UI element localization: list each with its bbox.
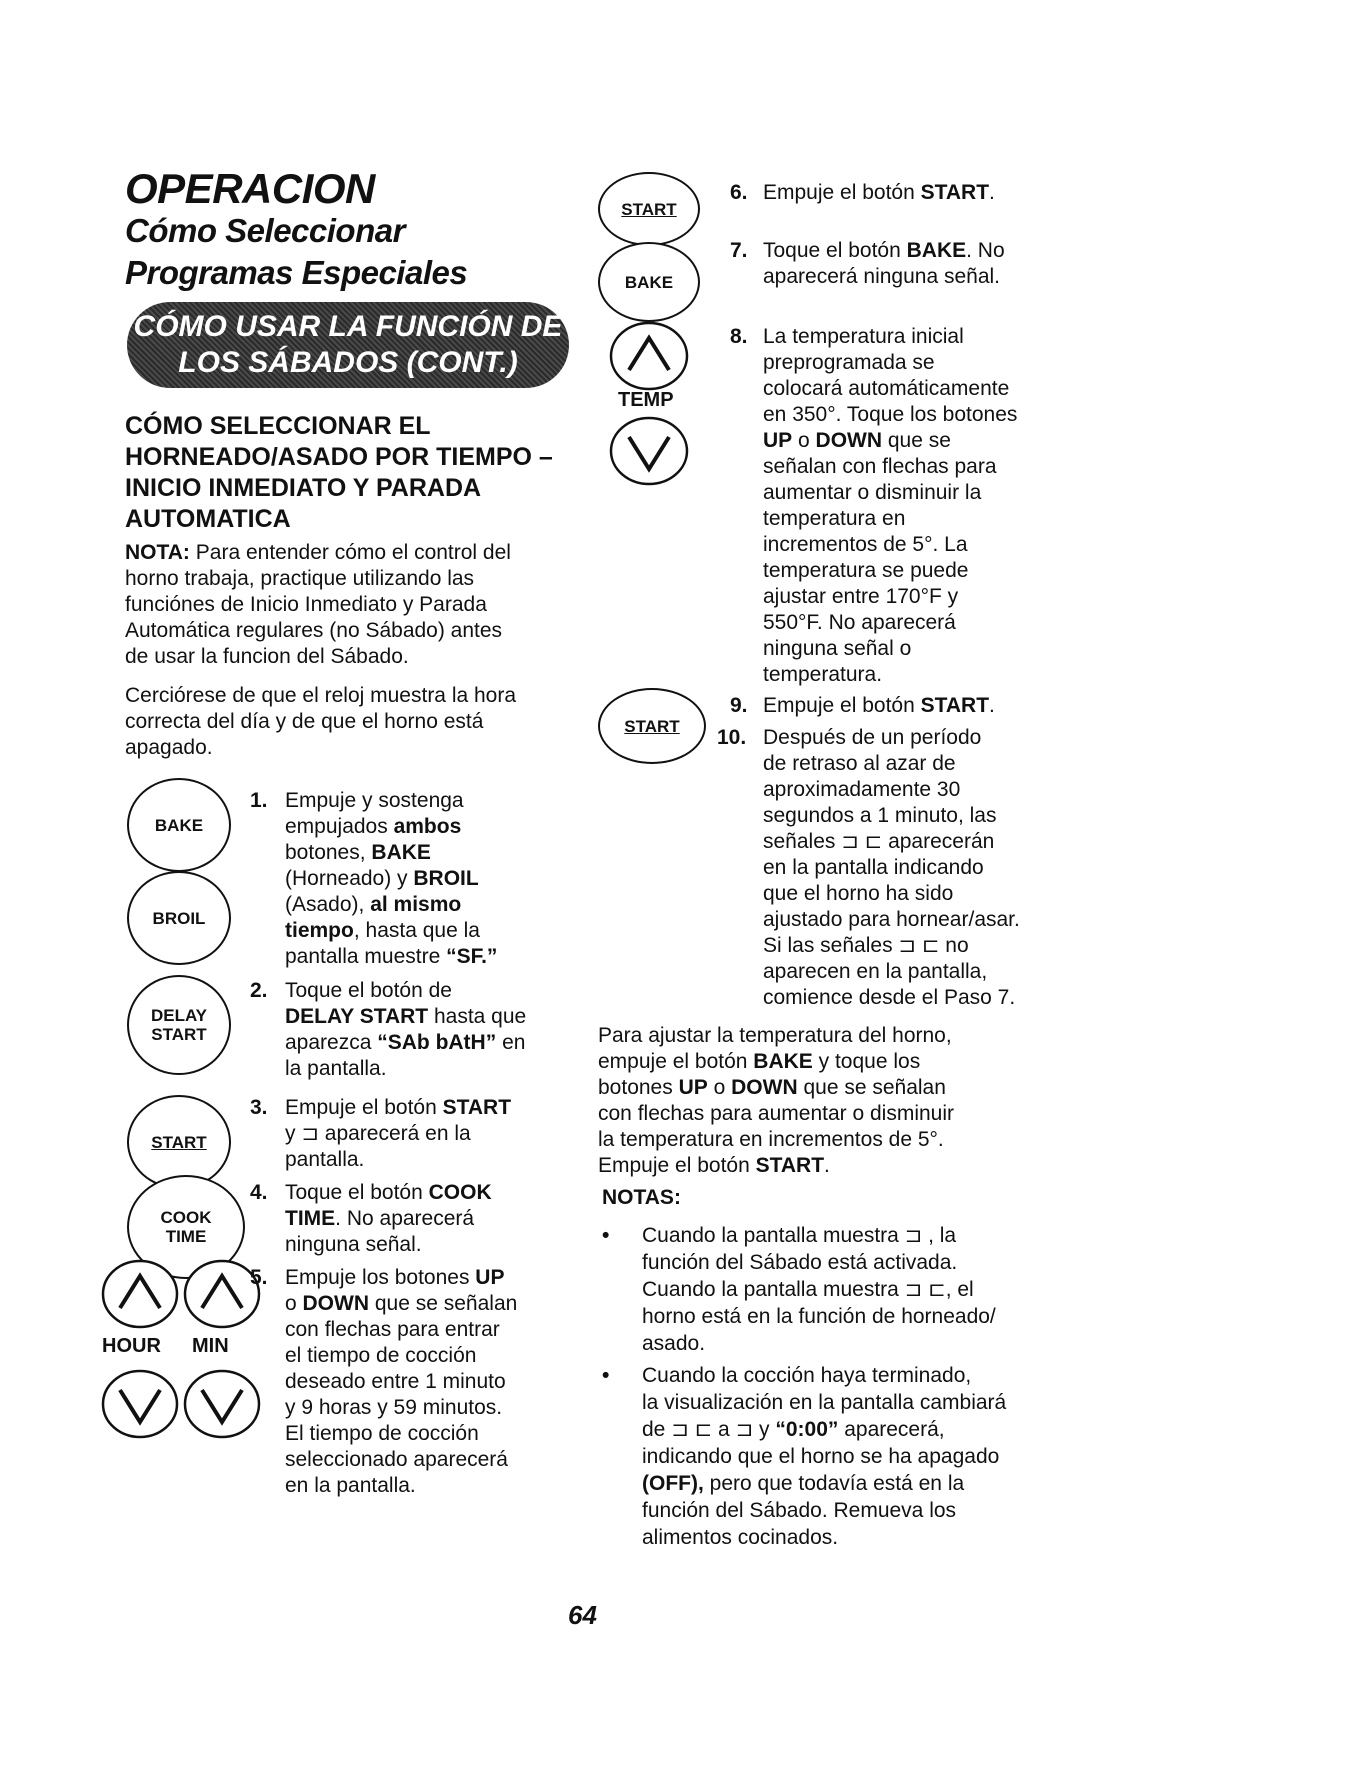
notas-label: NOTAS: (602, 1186, 681, 1209)
delay-start-button[interactable] (127, 975, 231, 1075)
text-line: Si las señales ⊐ ⊏ no (763, 934, 969, 957)
text-line: de retraso al azar de (763, 752, 956, 775)
adjust-paragraph (598, 1023, 1058, 1179)
delay-start-label-2: START (151, 1025, 207, 1044)
start-button[interactable] (598, 172, 700, 246)
text-line: o DOWN que se señalan (285, 1292, 518, 1315)
text-line: Cuando la pantalla muestra ⊐ , la (642, 1224, 957, 1247)
step-7 (715, 238, 1055, 298)
step-2 (250, 978, 580, 1088)
text-line: la pantalla. (285, 1057, 387, 1080)
step-6 (715, 180, 1055, 210)
section-title-line: CÓMO SELECCIONAR EL (125, 412, 431, 440)
start-button-label: START (624, 716, 680, 736)
text-line: la temperatura en incrementos de 5°. (598, 1128, 944, 1151)
text-line: UP o DOWN que se (763, 429, 951, 452)
cook-time-label-2: TIME (165, 1227, 207, 1246)
text-line: temperatura se puede (763, 559, 969, 582)
text-line: aparezca “SAb bAtH” en (285, 1031, 526, 1054)
step-text (285, 788, 580, 970)
start-button-label: START (151, 1132, 207, 1152)
min-label: MIN (192, 1335, 229, 1357)
step-8 (715, 324, 1055, 694)
check-line: correcta del día y de que el horno está (125, 710, 484, 733)
step-text (763, 725, 1063, 1011)
text-line: El tiempo de cocción (285, 1422, 479, 1445)
step-number: 4. (250, 1181, 268, 1204)
text-line: DELAY START hasta que (285, 1005, 527, 1028)
text-line: Para ajustar la temperatura del horno, (598, 1024, 952, 1047)
text-line: señalan con flechas para (763, 455, 997, 478)
text-line: preprogramada se (763, 351, 935, 374)
note-bullet-1 (602, 1222, 1062, 1362)
banner-line-2: LOS SÁBADOS (CONT.) (178, 346, 518, 379)
text-line: función del Sábado. Remueva los (642, 1499, 957, 1522)
text-line: tiempo, hasta que la (285, 919, 480, 942)
step-text (285, 1180, 580, 1258)
text-line: Después de un período (763, 726, 982, 749)
page-title: OPERACION (125, 165, 375, 212)
step-number: 10. (717, 726, 747, 749)
text-line: botones, BAKE (285, 841, 431, 864)
broil-button-label: BROIL (152, 908, 206, 928)
text-line: función del Sábado está activada. (642, 1251, 958, 1274)
bake-button-label: BAKE (624, 272, 674, 292)
section-banner (127, 302, 569, 388)
banner-line-1: CÓMO USAR LA FUNCIÓN DE (133, 310, 563, 343)
step-text (763, 693, 1063, 719)
text-line: aumentar o disminuir la (763, 481, 982, 504)
step-10 (715, 725, 1055, 1015)
text-line: 550°F. No aparecerá (763, 611, 956, 634)
text-line: Toque el botón BAKE. No (763, 239, 1005, 262)
text-line: ninguna señal. (285, 1233, 422, 1256)
bullet-text (642, 1222, 1062, 1357)
step-number: 6. (730, 181, 748, 204)
hour-down-button[interactable] (100, 1368, 180, 1440)
step-text (285, 978, 585, 1082)
step-text (763, 324, 1063, 688)
step-1 (250, 788, 580, 978)
nota-line: Automática regulares (no Sábado) antes (125, 619, 503, 642)
text-line: temperatura en (763, 507, 906, 530)
text-line: La temperatura inicial (763, 325, 964, 348)
bake-button[interactable] (127, 778, 231, 872)
text-line: empujados ambos (285, 815, 462, 838)
nota-line: horno trabaja, practique utilizando las (125, 567, 475, 590)
step-9 (715, 693, 1055, 723)
text-line: pantalla. (285, 1148, 365, 1171)
text-line: TIME. No aparecerá (285, 1207, 475, 1230)
check-line: Cerciórese de que el reloj muestra la hora (125, 684, 517, 707)
delay-start-label-1: DELAY (150, 1006, 208, 1025)
text-line: Empuje los botones UP (285, 1266, 505, 1289)
nota-label: NOTA: (125, 541, 190, 564)
nota-line: Para entender cómo el control del (189, 541, 511, 564)
bullet-text (642, 1362, 1062, 1551)
step-text (285, 1265, 580, 1499)
step-4 (250, 1180, 580, 1265)
text-line: Toque el botón COOK (285, 1181, 492, 1204)
step-5 (250, 1265, 580, 1505)
temp-down-button[interactable] (608, 415, 690, 487)
temp-up-button[interactable] (608, 320, 690, 392)
text-line: y 9 horas y 59 minutos. (285, 1396, 503, 1419)
step-number: 3. (250, 1096, 268, 1119)
temp-label: TEMP (618, 389, 674, 411)
text-line: el tiempo de cocción (285, 1344, 477, 1367)
text-line: Cuando la cocción haya terminado, (642, 1364, 972, 1387)
check-line: apagado. (125, 736, 213, 759)
hour-label: HOUR (102, 1335, 161, 1357)
text-line: segundos a 1 minuto, las (763, 804, 997, 827)
section-title-line: HORNEADO/ASADO POR TIEMPO – (125, 443, 553, 471)
text-line: en 350°. Toque los botones (763, 403, 1018, 426)
step-number: 8. (730, 325, 748, 348)
section-title-line: AUTOMATICA (125, 505, 291, 533)
start-button-label: START (621, 199, 677, 219)
check-paragraph (125, 683, 585, 761)
text-line: aproximadamente 30 (763, 778, 961, 801)
text-line: Toque el botón de (285, 979, 452, 1002)
text-line: temperatura. (763, 663, 883, 686)
text-line: aparecerá ninguna señal. (763, 265, 1001, 288)
text-line: comience desde el Paso 7. (763, 986, 1016, 1009)
text-line: (Horneado) y BROIL (285, 867, 479, 890)
broil-button[interactable] (127, 871, 231, 965)
text-line: ninguna señal o (763, 637, 912, 660)
text-line: botones UP o DOWN que se señalan (598, 1076, 946, 1099)
bake-button-label: BAKE (154, 815, 204, 835)
step-number: 2. (250, 979, 268, 1002)
note-bullet-2 (602, 1362, 1062, 1562)
step-text (285, 1095, 580, 1173)
cook-time-label-1: COOK (160, 1208, 212, 1227)
text-line: señales ⊐ ⊏ aparecerán (763, 830, 995, 853)
text-line: incrementos de 5°. La (763, 533, 968, 556)
text-line: ajustado para hornear/asar. (763, 908, 1020, 931)
text-line: Empuje el botón START (285, 1096, 512, 1119)
text-line: Empuje el botón START. (763, 694, 995, 717)
bullet-dot: • (602, 1224, 610, 1247)
text-line: (OFF), pero que todavía está en la (642, 1472, 965, 1495)
text-line: y ⊐ aparecerá en la (285, 1122, 471, 1145)
hour-up-button[interactable] (100, 1258, 180, 1330)
text-line: seleccionado aparecerá (285, 1448, 508, 1471)
page-number: 64 (568, 1600, 597, 1630)
step-3 (250, 1095, 580, 1180)
text-line: Cuando la pantalla muestra ⊐ ⊏, el (642, 1278, 974, 1301)
step-number: 5. (250, 1266, 268, 1289)
section-title (125, 411, 585, 535)
step-text (763, 180, 1063, 206)
text-line: deseado entre 1 minuto (285, 1370, 506, 1393)
text-line: en la pantalla. (285, 1474, 416, 1497)
nota-line: funciónes de Inicio Inmediato y Parada (125, 593, 487, 616)
page-subtitle-2: Programas Especiales (125, 254, 468, 291)
step-number: 1. (250, 789, 268, 812)
text-line: con flechas para entrar (285, 1318, 500, 1341)
text-line: alimentos cocinados. (642, 1526, 839, 1549)
text-line: colocará automáticamente (763, 377, 1010, 400)
text-line: ajustar entre 170°F y (763, 585, 959, 608)
bullet-dot: • (602, 1364, 610, 1387)
nota-paragraph (125, 540, 585, 670)
text-line: de ⊐ ⊏ a ⊐ y “0:00” aparecerá, (642, 1418, 945, 1441)
step-number: 7. (730, 239, 748, 262)
text-line: Empuje el botón START. (763, 181, 995, 204)
nota-line: de usar la funcion del Sábado. (125, 645, 409, 668)
text-line: Empuje el botón START. (598, 1154, 830, 1177)
text-line: en la pantalla indicando (763, 856, 984, 879)
text-line: Empuje y sostenga (285, 789, 464, 812)
text-line: que el horno ha sido (763, 882, 954, 905)
text-line: horno está en la función de horneado/ (642, 1305, 996, 1328)
text-line: asado. (642, 1332, 706, 1355)
step-text (763, 238, 1063, 290)
text-line: pantalla muestre “SF.” (285, 945, 498, 968)
text-line: la visualización en la pantalla cambiará (642, 1391, 1007, 1414)
start-button[interactable] (598, 688, 706, 764)
text-line: aparecen en la pantalla, (763, 960, 988, 983)
page-subtitle-1: Cómo Seleccionar (125, 212, 405, 249)
text-line: con flechas para aumentar o disminuir (598, 1102, 955, 1125)
text-line: (Asado), al mismo (285, 893, 462, 916)
text-line: indicando que el horno se ha apagado (642, 1445, 1000, 1468)
step-number: 9. (730, 694, 748, 717)
bake-button[interactable] (598, 242, 700, 322)
section-title-line: INICIO INMEDIATO Y PARADA (125, 474, 482, 502)
text-line: empuje el botón BAKE y toque los (598, 1050, 921, 1073)
